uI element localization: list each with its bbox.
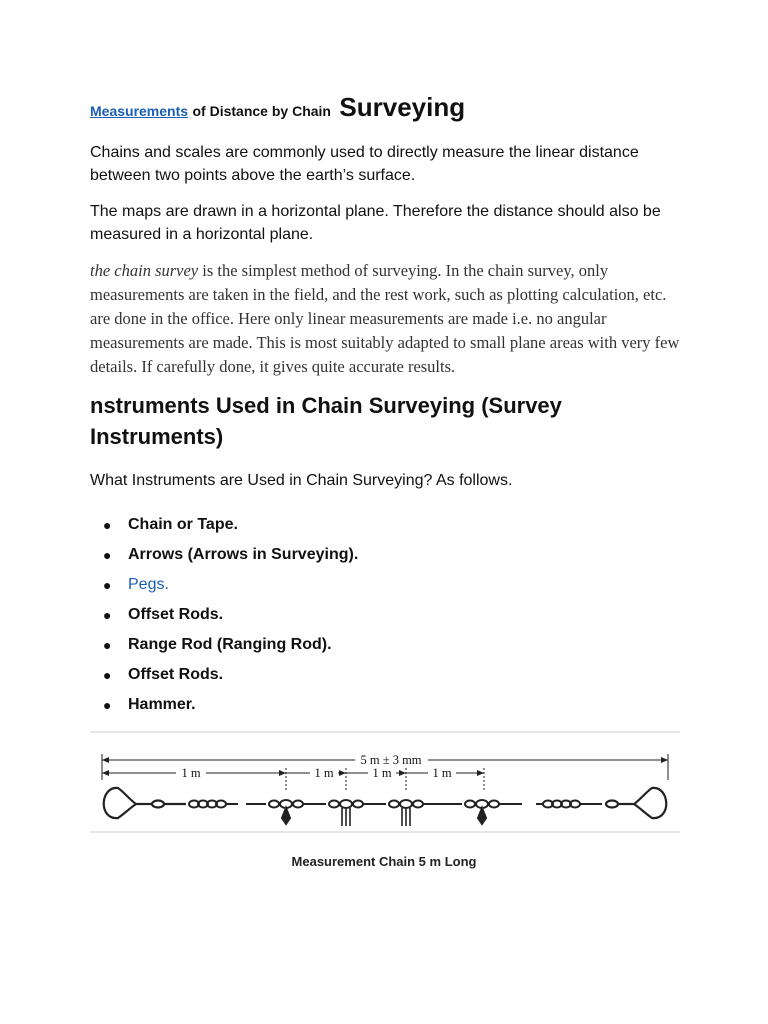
bullet-icon: ●	[103, 517, 112, 533]
bullet-icon: ●	[103, 697, 112, 713]
title-text: of Distance by Chain	[192, 103, 331, 119]
list-item	[90, 603, 358, 633]
tally-icon	[246, 800, 320, 824]
list-item	[90, 543, 358, 573]
segment-label-1: 1 m	[181, 766, 201, 780]
list-item	[90, 663, 358, 693]
paragraph-chains: Chains and scales are commonly used to directly measure the linear distance between two points above the earth’s surface.	[90, 144, 639, 184]
list-item-label: Chain or Tape.	[128, 516, 238, 533]
measurements-link[interactable]: Measurements	[90, 103, 189, 119]
total-length-label: 5 m ± 3 mm	[360, 753, 422, 767]
page-title	[90, 92, 465, 123]
instrument-list	[90, 513, 358, 723]
list-item-label: Range Rod (Ranging Rod).	[128, 636, 332, 653]
list-item	[90, 633, 358, 663]
paragraph-maps: The maps are drawn in a horizontal plane. Therefore the distance should also be measured in a horizontal plane.	[90, 203, 661, 243]
list-item-label: Offset Rods.	[128, 606, 224, 623]
right-handle-icon	[606, 788, 666, 818]
segment-label-3: 1 m	[372, 766, 392, 780]
chain-links-icon	[536, 801, 602, 808]
list-item	[90, 513, 358, 543]
list-item-label: Arrows (Arrows in Surveying).	[128, 546, 359, 563]
bullet-icon: ●	[103, 577, 112, 593]
bullet-icon: ●	[103, 667, 112, 683]
chain-survey-term: the chain survey	[90, 261, 199, 280]
title-emphasis: Surveying	[339, 92, 466, 122]
list-item	[90, 693, 358, 723]
chain-links-icon	[189, 801, 238, 808]
chain-survey-description: is the simplest method of surveying. In the chain survey, only measurements are taken in the field, and the rest work, such as plotting calculation, etc. are done in the office. Here only linear measurements are made i.e. no angular measurements are made. This is most suitably adapted to small plane areas with very few details. If carefully done, it gives quite accurate results.	[90, 261, 680, 376]
chain-illustration	[90, 730, 680, 835]
arrow-right-icon	[661, 757, 668, 763]
bullet-icon: ●	[103, 637, 112, 653]
section-intro: What Instruments are Used in Chain Surveying? As follows.	[90, 472, 513, 489]
bullet-icon: ●	[103, 547, 112, 563]
segment-label-4: 1 m	[432, 766, 452, 780]
tally-icon	[320, 800, 380, 826]
arrow-left-icon	[102, 757, 109, 763]
figure-caption	[0, 854, 768, 869]
tally-icon	[440, 800, 522, 824]
figure-caption-text: Measurement Chain 5 m Long	[291, 854, 477, 869]
list-item[interactable]	[90, 573, 358, 603]
section-heading: nstruments Used in Chain Surveying (Survey Instruments)	[90, 393, 562, 449]
paragraph-chain-survey	[90, 259, 690, 379]
segment-label-2: 1 m	[314, 766, 334, 780]
pegs-link[interactable]: Pegs.	[128, 576, 169, 593]
bullet-icon: ●	[103, 607, 112, 623]
left-handle-icon	[104, 788, 186, 818]
tally-icon	[380, 800, 440, 826]
list-item-label: Offset Rods.	[128, 666, 224, 683]
chain-diagram	[90, 730, 680, 835]
list-item-label: Hammer.	[128, 696, 196, 713]
